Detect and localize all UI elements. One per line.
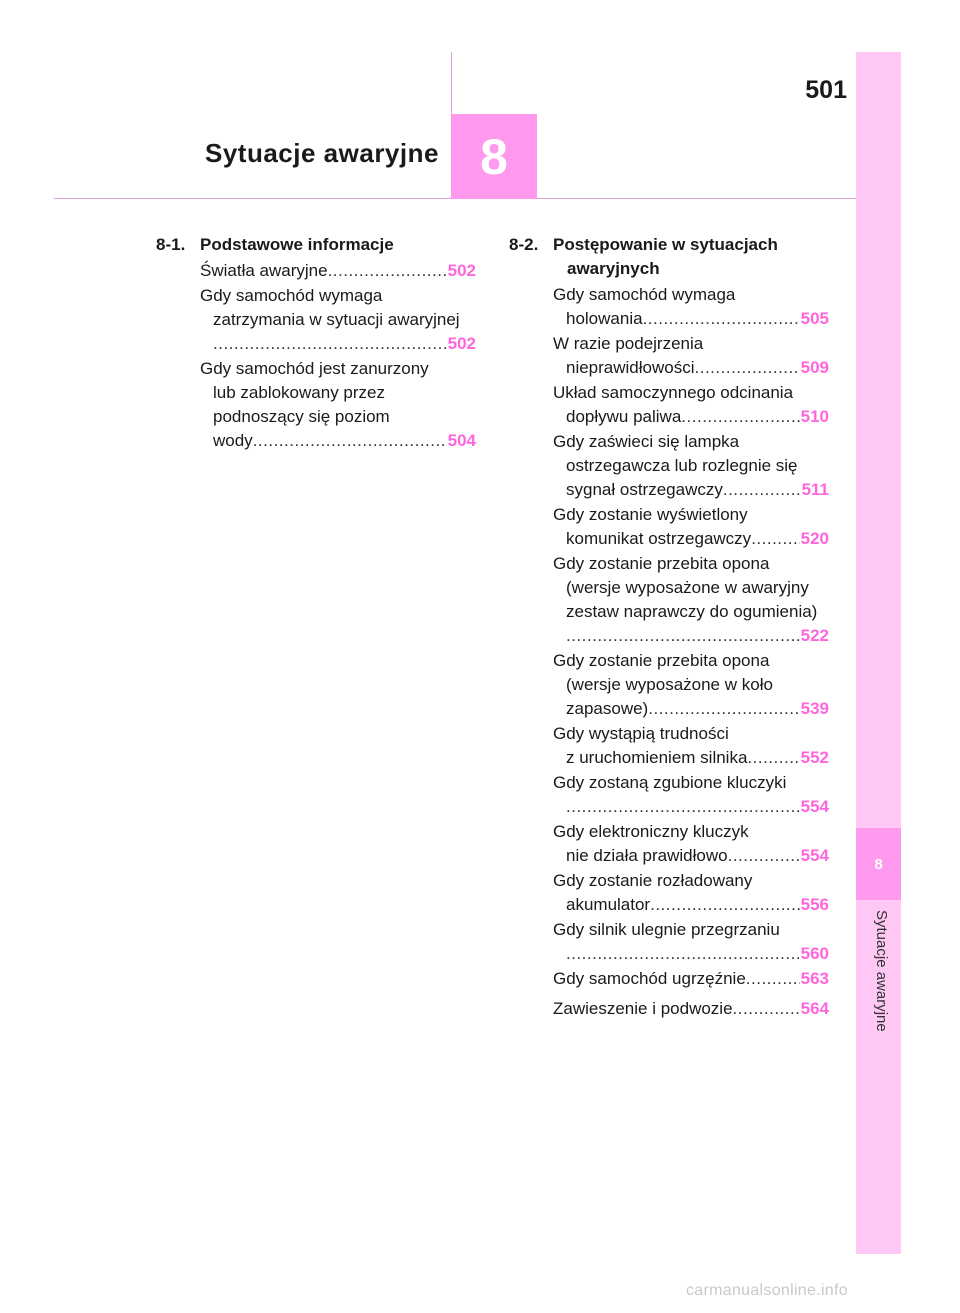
toc-entry-list [156, 259, 476, 453]
toc-entry-line: W razie podejrzenia [553, 334, 704, 353]
page-reference-link[interactable]: 539 [800, 699, 829, 718]
toc-entry-text: nie działa prawidłowo [566, 846, 728, 865]
chapter-title: Sytuacje awaryjne [205, 138, 439, 168]
toc-entry[interactable] [553, 997, 829, 1021]
toc-entry-text: holowania [566, 309, 643, 328]
dot-leader [648, 697, 799, 721]
toc-entry-last-line [553, 307, 829, 331]
toc-entry-last-line [553, 942, 829, 966]
toc-entry-last-line [553, 844, 829, 868]
page-reference-link[interactable]: 502 [447, 334, 476, 353]
dot-leader [643, 307, 800, 331]
dot-leader [566, 795, 800, 819]
toc-entry-line: (wersje wyposażone w koło [566, 675, 773, 694]
section-heading [156, 233, 476, 257]
toc-entry-text: Zawieszenie i podwozie [553, 999, 733, 1018]
page-reference-link[interactable]: 552 [800, 748, 829, 767]
dot-leader [328, 259, 447, 283]
toc-entry-line: Gdy elektroniczny kluczyk [553, 822, 749, 841]
side-tab-strip [856, 52, 901, 1254]
dot-leader [681, 405, 799, 429]
side-tab-chapter[interactable] [856, 828, 901, 900]
toc-entry[interactable] [200, 259, 476, 283]
toc-entry[interactable] [553, 332, 829, 380]
toc-entry-line: lub zablokowany przez [213, 383, 385, 402]
toc-entry[interactable] [200, 284, 476, 356]
toc-entry-line: Gdy samochód jest zanurzony [200, 359, 429, 378]
dot-leader [253, 429, 447, 453]
toc-entry-last-line [553, 997, 829, 1021]
section-title-line: Postępowanie w sytuacjach [553, 235, 778, 254]
toc-entry-last-line [200, 429, 476, 453]
toc-entry-last-line [553, 405, 829, 429]
page-reference-link[interactable]: 505 [800, 309, 829, 328]
toc-entry[interactable] [553, 967, 829, 991]
dot-leader [566, 624, 800, 648]
section-title-line: awaryjnych [567, 259, 660, 278]
page-reference-link[interactable]: 556 [800, 895, 829, 914]
section-title [200, 233, 476, 257]
toc-entry-last-line [553, 697, 829, 721]
toc-entry-line: Gdy zostanie przebita opona [553, 651, 770, 670]
watermark: carmanualsonline.info [686, 1282, 848, 1299]
toc-entry-line: Gdy zaświeci się lampka [553, 432, 740, 451]
toc-entry-last-line [553, 624, 829, 648]
toc-entry-line: podnoszący się poziom [213, 407, 390, 426]
toc-entry-line: ostrzegawcza lub rozlegnie się [566, 456, 798, 475]
dot-leader [746, 967, 800, 991]
section-title-line: Podstawowe informacje [200, 235, 394, 254]
toc-entry-text: z uruchomieniem silnika [566, 748, 748, 767]
page-reference-link[interactable]: 522 [800, 626, 829, 645]
toc-entry-line: Gdy wystąpią trudności [553, 724, 729, 743]
toc-section-left [156, 233, 476, 454]
dot-leader [695, 356, 800, 380]
chapter-number: 8 [480, 128, 508, 185]
dot-leader [723, 478, 801, 502]
toc-entry-line: Gdy samochód wymaga [200, 286, 383, 305]
dot-leader [650, 893, 800, 917]
toc-entry-line: zestaw naprawczy do ogumienia) [566, 602, 818, 621]
toc-entry-text: zapasowe) [566, 699, 649, 718]
toc-entry[interactable] [553, 552, 829, 648]
side-tab-number: 8 [874, 855, 883, 873]
toc-entry-line: zatrzymania w sytuacji awaryjnej [213, 310, 460, 329]
toc-entry[interactable] [553, 771, 829, 819]
toc-entry-last-line [553, 356, 829, 380]
toc-entry-text: komunikat ostrzegawczy [566, 529, 752, 548]
dot-leader [751, 527, 799, 551]
toc-entry-line: Gdy zostanie przebita opona [553, 554, 770, 573]
toc-entry-last-line [553, 746, 829, 770]
page-reference-link[interactable]: 564 [800, 999, 829, 1018]
dot-leader [747, 746, 799, 770]
toc-entry-line: (wersje wyposażone w awaryjny [566, 578, 809, 597]
toc-entry-line: Gdy zostanie rozładowany [553, 871, 753, 890]
toc-entry-text: sygnał ostrzegawczy [566, 480, 723, 499]
toc-entry-list [509, 283, 829, 1021]
page-reference-link[interactable]: 504 [447, 431, 476, 450]
page-reference-link[interactable]: 510 [800, 407, 829, 426]
page-reference-link[interactable]: 511 [801, 480, 829, 499]
dot-leader [728, 844, 800, 868]
section-number: 8-1. [156, 235, 186, 254]
toc-entry-line: Gdy zostanie wyświetlony [553, 505, 748, 524]
page-number: 501 [805, 76, 847, 104]
toc-entry-last-line [553, 893, 829, 917]
page-reference-link[interactable]: 502 [447, 261, 476, 280]
dot-leader [733, 997, 800, 1021]
toc-section-right [509, 233, 829, 1022]
toc-entry-text: wody [213, 431, 253, 450]
toc-entry-last-line [553, 527, 829, 551]
chapter-number-box [451, 114, 537, 199]
toc-entry[interactable] [553, 503, 829, 551]
section-number: 8-2. [509, 235, 539, 254]
page-reference-link[interactable]: 554 [800, 846, 829, 865]
toc-entry-text: akumulator [566, 895, 651, 914]
toc-entry-last-line [200, 259, 476, 283]
toc-entry-text: dopływu paliwa [566, 407, 682, 426]
toc-entry-last-line [553, 478, 829, 502]
toc-entry-last-line [553, 967, 829, 991]
toc-entry-line: Gdy silnik ulegnie przegrzaniu [553, 920, 780, 939]
toc-entry-last-line [553, 795, 829, 819]
toc-entry[interactable] [553, 869, 829, 917]
dot-leader [566, 942, 800, 966]
page-reference-link[interactable]: 563 [800, 969, 829, 988]
page-reference-link[interactable]: 509 [800, 358, 829, 377]
dot-leader [213, 332, 447, 356]
toc-entry[interactable] [553, 722, 829, 770]
toc-entry-line: Gdy samochód wymaga [553, 285, 736, 304]
toc-entry-line: Układ samoczynnego odcinania [553, 383, 794, 402]
toc-entry-last-line [200, 332, 476, 356]
side-tab-label: Sytuacje awaryjne [873, 910, 890, 1032]
toc-entry[interactable] [553, 430, 829, 502]
toc-entry-text: nieprawidłowości [566, 358, 695, 377]
page-reference-link[interactable]: 560 [800, 944, 829, 963]
toc-entry[interactable] [553, 283, 829, 331]
section-heading [509, 233, 829, 281]
page-reference-link[interactable]: 554 [800, 797, 829, 816]
toc-entry[interactable] [200, 357, 476, 453]
toc-entry[interactable] [553, 649, 829, 721]
page-reference-link[interactable]: 520 [800, 529, 829, 548]
toc-entry[interactable] [553, 820, 829, 868]
toc-entry-line: Gdy zostaną zgubione kluczyki [553, 773, 787, 792]
toc-entry-text: Gdy samochód ugrzęźnie [553, 969, 746, 988]
section-title [553, 233, 829, 281]
toc-entry[interactable] [553, 381, 829, 429]
toc-entry[interactable] [553, 918, 829, 966]
toc-entry-text: Światła awaryjne [200, 261, 328, 280]
